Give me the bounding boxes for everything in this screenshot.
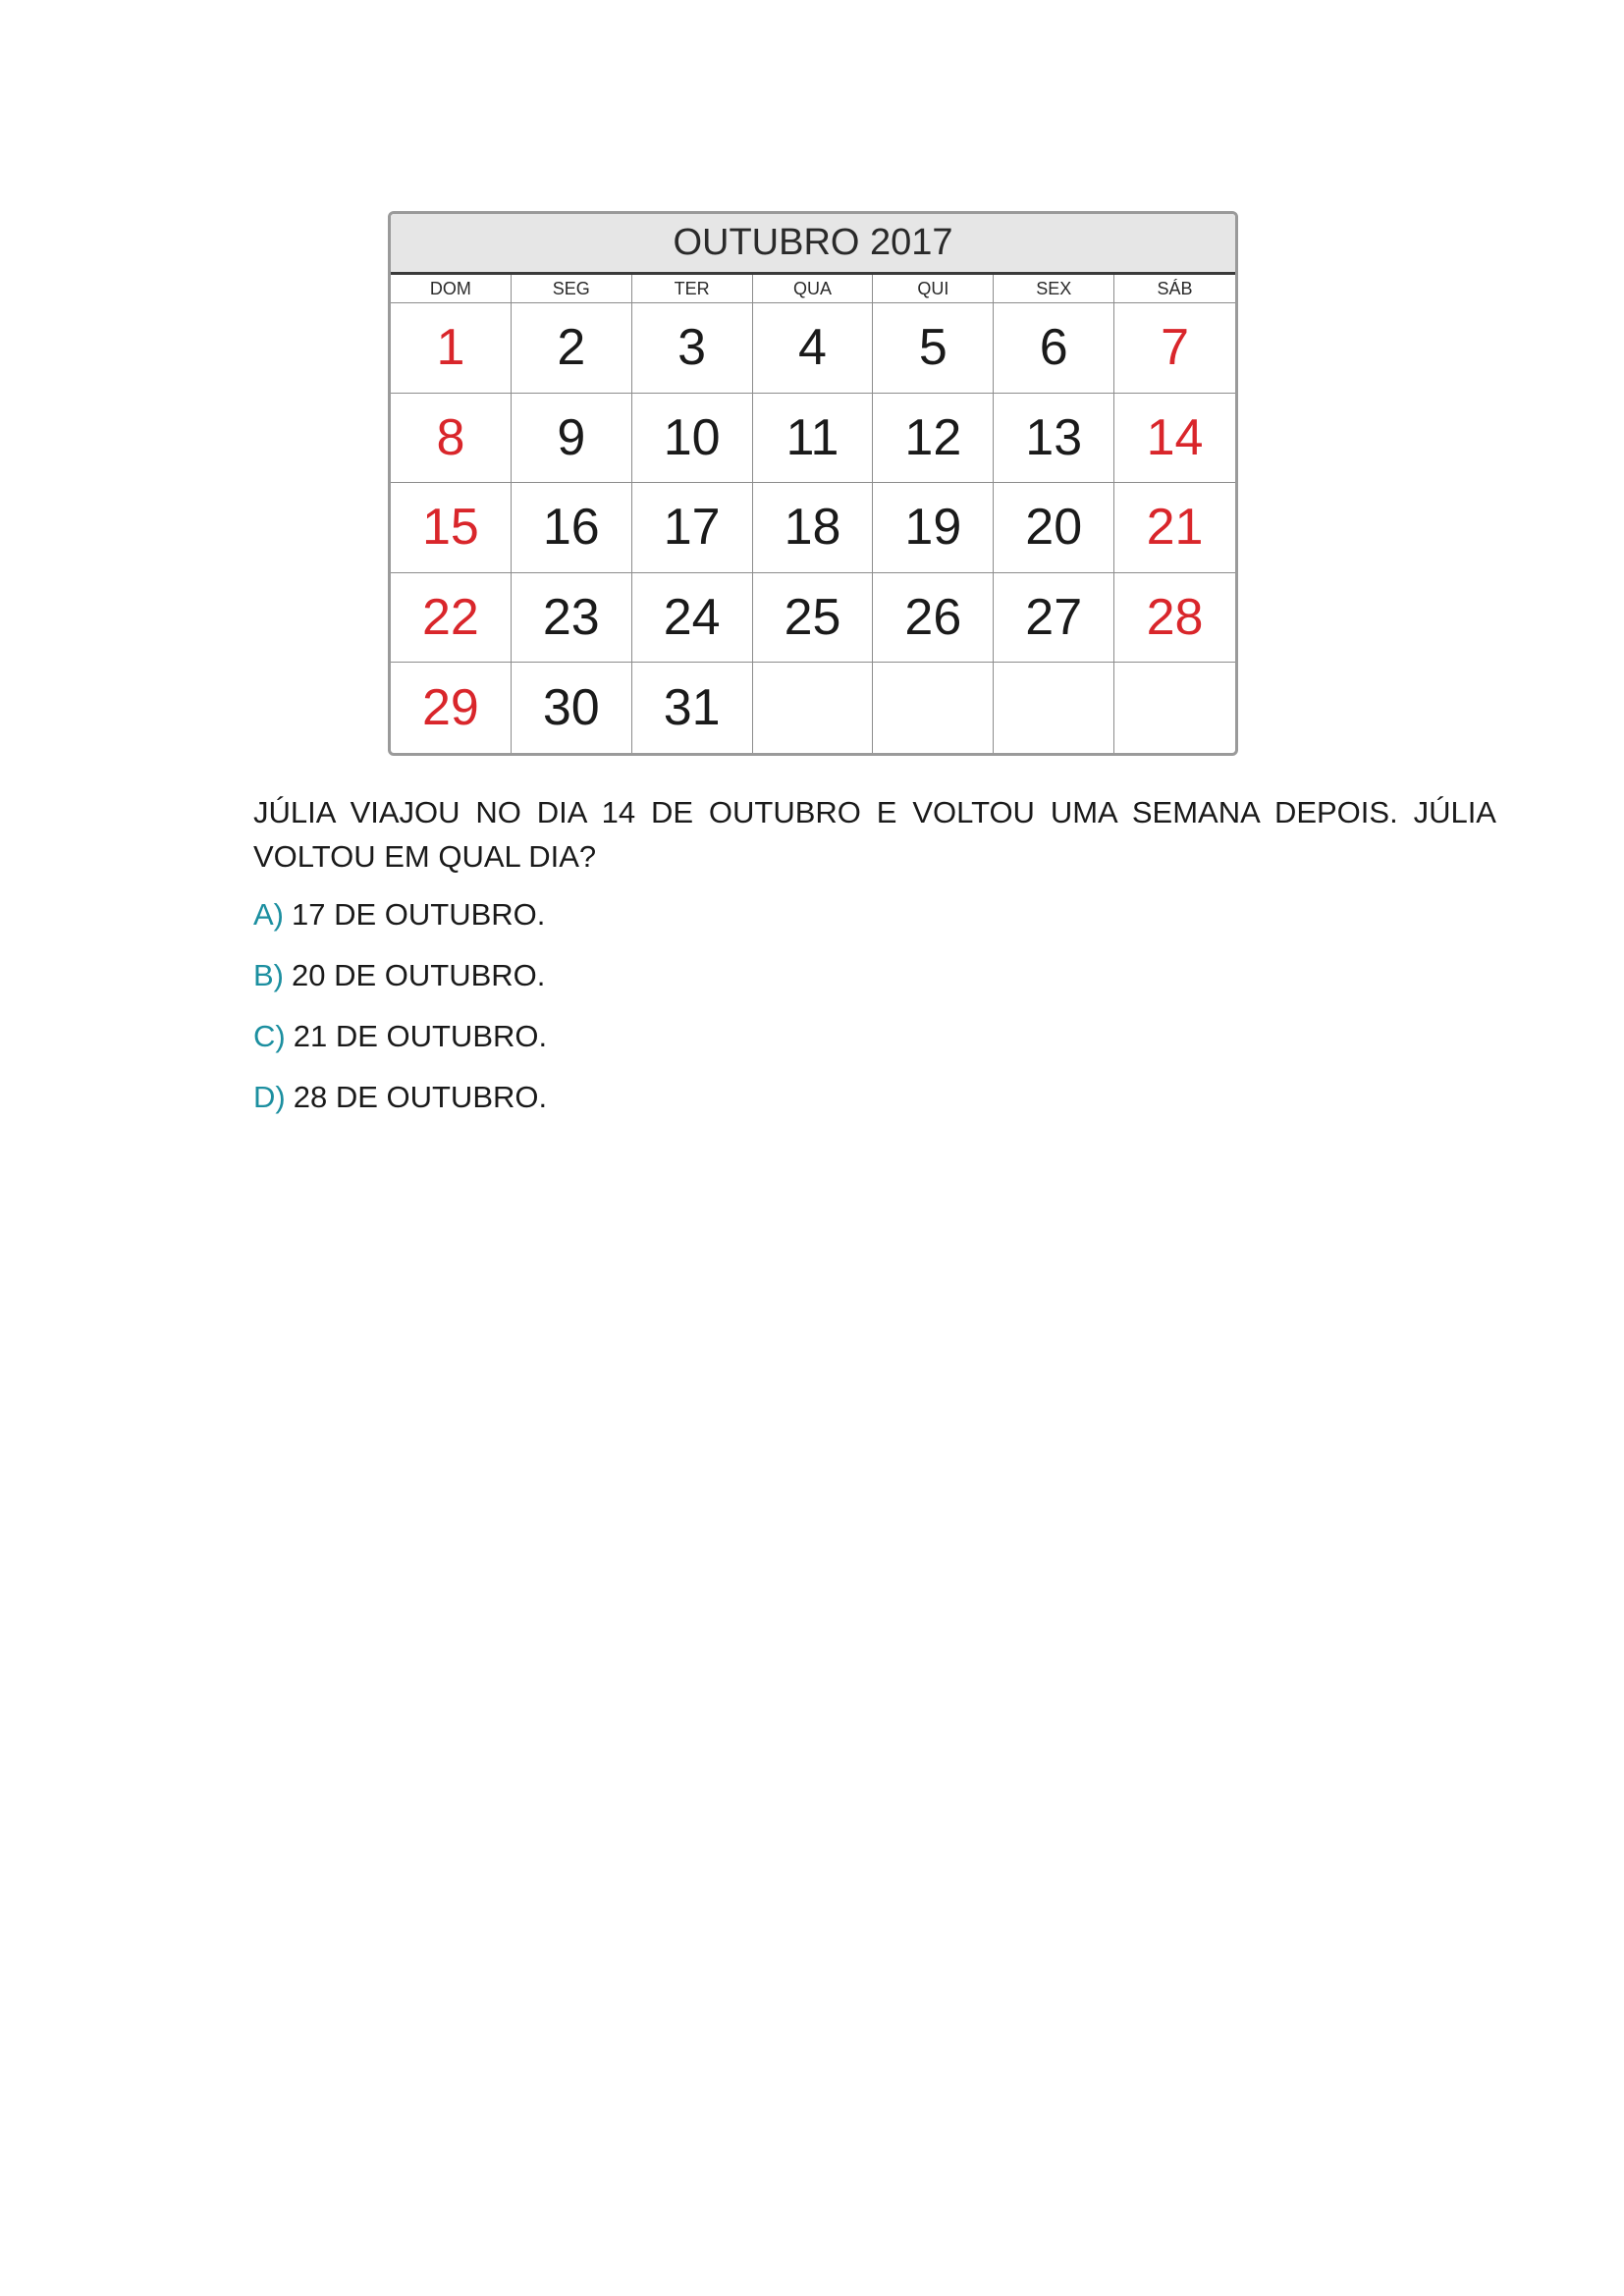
option-letter: D) bbox=[253, 1080, 286, 1114]
option-letter: C) bbox=[253, 1019, 286, 1053]
option-text: 17 DE OUTUBRO. bbox=[292, 897, 546, 932]
day-cell: 17 bbox=[632, 483, 753, 573]
day-cell: 20 bbox=[994, 483, 1114, 573]
weekday-qui: QUI bbox=[873, 275, 994, 303]
day-cell-empty bbox=[994, 663, 1114, 753]
day-cell: 29 bbox=[391, 663, 512, 753]
day-cell: 7 bbox=[1114, 303, 1235, 394]
day-cell-empty bbox=[873, 663, 994, 753]
weekday-sex: SEX bbox=[994, 275, 1114, 303]
calendar bbox=[388, 211, 1238, 756]
option-text: 21 DE OUTUBRO. bbox=[293, 1019, 548, 1053]
day-cell: 28 bbox=[1114, 573, 1235, 664]
weekday-ter: TER bbox=[632, 275, 753, 303]
option-a[interactable] bbox=[253, 895, 1235, 934]
day-cell: 2 bbox=[512, 303, 632, 394]
day-cell: 21 bbox=[1114, 483, 1235, 573]
weekday-sab: SÁB bbox=[1114, 275, 1235, 303]
option-c[interactable] bbox=[253, 1017, 1235, 1056]
weekday-qua: QUA bbox=[753, 275, 874, 303]
day-cell: 1 bbox=[391, 303, 512, 394]
day-cell: 26 bbox=[873, 573, 994, 664]
day-cell: 10 bbox=[632, 394, 753, 484]
day-cell-empty bbox=[753, 663, 874, 753]
day-cell: 31 bbox=[632, 663, 753, 753]
day-cell: 6 bbox=[994, 303, 1114, 394]
weekday-seg: SEG bbox=[512, 275, 632, 303]
day-cell: 12 bbox=[873, 394, 994, 484]
day-cell: 30 bbox=[512, 663, 632, 753]
day-cell: 19 bbox=[873, 483, 994, 573]
day-cell-empty bbox=[1114, 663, 1235, 753]
day-cell: 5 bbox=[873, 303, 994, 394]
day-cell: 13 bbox=[994, 394, 1114, 484]
day-cell: 9 bbox=[512, 394, 632, 484]
weekday-dom: DOM bbox=[391, 275, 512, 303]
calendar-grid bbox=[391, 275, 1235, 753]
day-cell: 15 bbox=[391, 483, 512, 573]
option-text: 28 DE OUTUBRO. bbox=[293, 1080, 548, 1114]
day-cell: 8 bbox=[391, 394, 512, 484]
option-b[interactable] bbox=[253, 956, 1235, 995]
day-cell: 22 bbox=[391, 573, 512, 664]
day-cell: 23 bbox=[512, 573, 632, 664]
day-cell: 14 bbox=[1114, 394, 1235, 484]
calendar-title: OUTUBRO 2017 bbox=[391, 214, 1235, 275]
day-cell: 11 bbox=[753, 394, 874, 484]
question-text: JÚLIA VIAJOU NO DIA 14 DE OUTUBRO E VOLTOU UMA SEMANA DEPOIS. JÚLIA VOLTOU EM QUAL DIA? bbox=[253, 795, 1496, 874]
answer-options bbox=[253, 895, 1235, 1139]
option-letter: B) bbox=[253, 958, 284, 992]
option-text: 20 DE OUTUBRO. bbox=[292, 958, 546, 992]
day-cell: 25 bbox=[753, 573, 874, 664]
day-cell: 24 bbox=[632, 573, 753, 664]
option-d[interactable] bbox=[253, 1078, 1235, 1117]
option-letter: A) bbox=[253, 897, 284, 932]
day-cell: 18 bbox=[753, 483, 874, 573]
day-cell: 16 bbox=[512, 483, 632, 573]
day-cell: 3 bbox=[632, 303, 753, 394]
day-cell: 4 bbox=[753, 303, 874, 394]
day-cell: 27 bbox=[994, 573, 1114, 664]
